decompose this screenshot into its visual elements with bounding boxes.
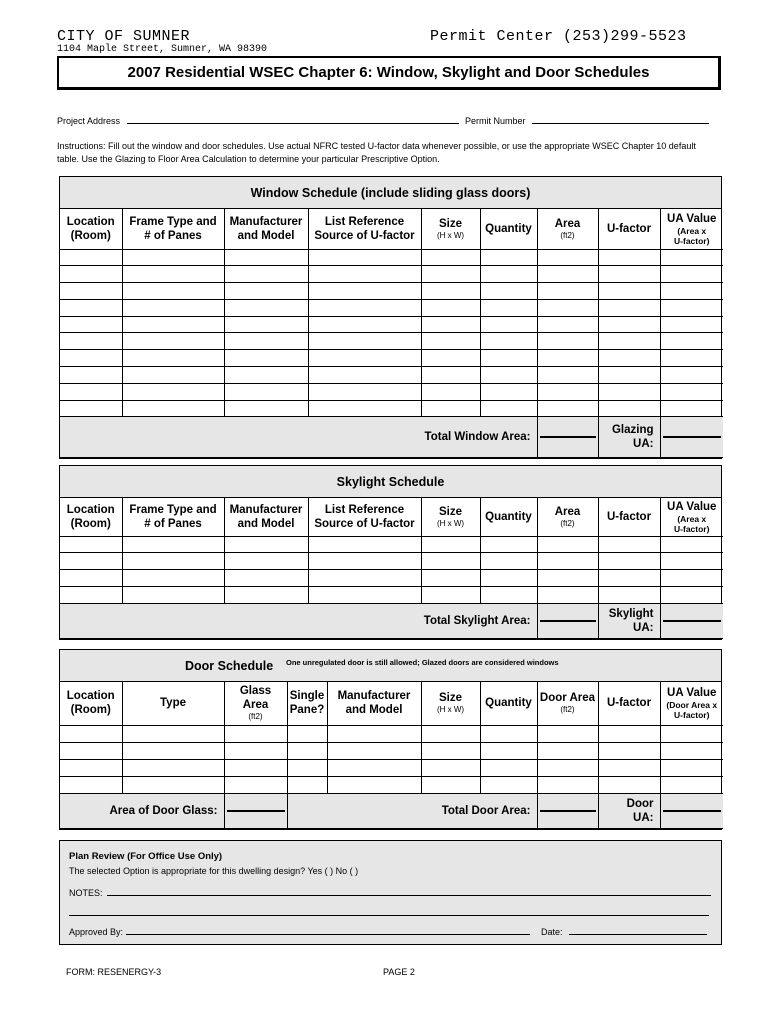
- date-field[interactable]: [541, 926, 707, 937]
- door-table: [60, 682, 723, 829]
- table-cell[interactable]: [122, 266, 224, 283]
- project-address-field[interactable]: [57, 115, 459, 126]
- table-cell[interactable]: [660, 536, 723, 553]
- table-cell[interactable]: [224, 383, 308, 400]
- table-cell[interactable]: [537, 299, 598, 316]
- table-cell[interactable]: [480, 283, 537, 300]
- table-cell[interactable]: [598, 350, 660, 367]
- total-window-area-input[interactable]: [537, 417, 598, 458]
- table-cell[interactable]: [122, 367, 224, 384]
- table-cell[interactable]: [598, 283, 660, 300]
- table-cell[interactable]: [122, 742, 224, 759]
- table-cell[interactable]: [224, 553, 308, 570]
- table-cell[interactable]: [421, 316, 480, 333]
- table-cell[interactable]: [660, 333, 723, 350]
- table-cell[interactable]: [660, 367, 723, 384]
- table-cell[interactable]: [327, 759, 421, 776]
- table-cell[interactable]: [421, 586, 480, 603]
- table-cell[interactable]: [421, 400, 480, 417]
- table-cell[interactable]: [122, 333, 224, 350]
- form-number: FORM: RESENERGY-3: [66, 967, 162, 977]
- col-ua-value: UA Value (Area x U-factor): [660, 498, 723, 536]
- col-area: Area (ft2): [537, 209, 598, 249]
- notes-label: NOTES:: [69, 888, 103, 898]
- table-cell[interactable]: [660, 586, 723, 603]
- table-cell[interactable]: [480, 367, 537, 384]
- skylight-schedule-title: Skylight Schedule: [60, 466, 721, 498]
- approved-by-label: Approved By:: [69, 927, 124, 937]
- glazing-ua-input[interactable]: [660, 417, 723, 458]
- table-cell[interactable]: [224, 283, 308, 300]
- col-ua-value: UA Value (Door Area x U-factor): [660, 682, 723, 725]
- total-skylight-area-input[interactable]: [537, 603, 598, 638]
- col-size: Size (H x W): [421, 682, 480, 725]
- table-cell[interactable]: [598, 333, 660, 350]
- table-cell[interactable]: [308, 536, 421, 553]
- table-cell[interactable]: [598, 725, 660, 742]
- col-manufacturer: Manufacturer and Model: [327, 682, 421, 725]
- table-cell[interactable]: [660, 553, 723, 570]
- col-u-factor: U-factor: [598, 682, 660, 725]
- table-cell[interactable]: [421, 283, 480, 300]
- col-quantity: Quantity: [480, 498, 537, 536]
- table-cell[interactable]: [421, 553, 480, 570]
- table-cell[interactable]: [60, 350, 122, 367]
- permit-center-phone: Permit Center (253)299-5523: [430, 28, 687, 45]
- table-cell[interactable]: [122, 536, 224, 553]
- table-cell[interactable]: [598, 383, 660, 400]
- table-cell[interactable]: [537, 400, 598, 417]
- table-cell[interactable]: [308, 553, 421, 570]
- skylight-schedule: [59, 465, 722, 640]
- option-appropriate-question[interactable]: The selected Option is appropriate for this dwelling design? Yes ( ) No ( ): [69, 866, 359, 876]
- table-cell[interactable]: [537, 266, 598, 283]
- table-cell[interactable]: [224, 367, 308, 384]
- table-cell[interactable]: [327, 776, 421, 793]
- table-cell[interactable]: [480, 776, 537, 793]
- approved-by-field[interactable]: [69, 926, 530, 937]
- table-cell[interactable]: [660, 283, 723, 300]
- table-row: [60, 742, 723, 759]
- instructions: Instructions: Fill out the window and door schedules. Use actual NFRC tested U-factor data whenever possible, or use the appropriate WSEC Chapter 10 default table. Use the Glazing to Floor Area Calculation to determine your particular Prescriptive Option.: [57, 141, 696, 164]
- table-cell[interactable]: [60, 776, 122, 793]
- table-cell[interactable]: [421, 570, 480, 587]
- table-row: [60, 776, 723, 793]
- table-cell[interactable]: [660, 570, 723, 587]
- table-cell[interactable]: [122, 586, 224, 603]
- table-cell[interactable]: [660, 249, 723, 266]
- table-cell[interactable]: [122, 553, 224, 570]
- notes-line-2[interactable]: [69, 907, 709, 916]
- table-cell[interactable]: [122, 299, 224, 316]
- table-cell[interactable]: [660, 742, 723, 759]
- table-cell[interactable]: [480, 725, 537, 742]
- table-row: [60, 383, 723, 400]
- table-cell[interactable]: [224, 350, 308, 367]
- col-u-factor: U-factor: [598, 498, 660, 536]
- table-cell[interactable]: [308, 367, 421, 384]
- col-type: Type: [122, 682, 224, 725]
- table-cell[interactable]: [537, 367, 598, 384]
- table-cell[interactable]: [480, 266, 537, 283]
- table-cell[interactable]: [598, 586, 660, 603]
- table-cell[interactable]: [598, 400, 660, 417]
- col-list-reference: List Reference Source of U-factor: [308, 498, 421, 536]
- table-cell[interactable]: [480, 249, 537, 266]
- table-cell[interactable]: [60, 266, 122, 283]
- table-cell[interactable]: [308, 283, 421, 300]
- col-frame-type: Frame Type and # of Panes: [122, 209, 224, 249]
- table-cell[interactable]: [287, 759, 327, 776]
- window-table: [60, 209, 723, 458]
- table-cell[interactable]: [537, 249, 598, 266]
- plan-review-box: [59, 840, 722, 945]
- window-schedule-title: Window Schedule (include sliding glass doors): [60, 177, 721, 209]
- page-number: PAGE 2: [383, 967, 415, 977]
- table-cell[interactable]: [660, 266, 723, 283]
- project-address-line[interactable]: [127, 115, 459, 124]
- table-cell[interactable]: [480, 570, 537, 587]
- date-label: Date:: [541, 927, 563, 937]
- page-title: 2007 Residential WSEC Chapter 6: Window, Skylight and Door Schedules: [57, 56, 721, 90]
- table-cell[interactable]: [224, 536, 308, 553]
- table-cell[interactable]: [598, 367, 660, 384]
- table-cell[interactable]: [660, 299, 723, 316]
- table-row: [60, 570, 723, 587]
- table-cell[interactable]: [327, 742, 421, 759]
- col-glass-area: Glass Area (ft2): [224, 682, 287, 725]
- table-cell[interactable]: [60, 759, 122, 776]
- table-cell[interactable]: [537, 725, 598, 742]
- date-line[interactable]: [569, 926, 707, 935]
- permit-number-label: Permit Number: [465, 116, 526, 126]
- table-cell[interactable]: [421, 776, 480, 793]
- table-cell[interactable]: [480, 553, 537, 570]
- table-cell[interactable]: [122, 383, 224, 400]
- table-row: [60, 249, 723, 266]
- table-row: [60, 333, 723, 350]
- permit-number-line[interactable]: [532, 115, 709, 124]
- table-row: [60, 536, 723, 553]
- table-cell[interactable]: [480, 400, 537, 417]
- col-manufacturer: Manufacturer and Model: [224, 209, 308, 249]
- door-schedule-note: One unregulated door is still allowed; Glazed doors are considered windows: [286, 658, 559, 667]
- table-cell[interactable]: [480, 383, 537, 400]
- table-cell[interactable]: [421, 299, 480, 316]
- total-skylight-area-label: Total Skylight Area:: [60, 603, 537, 638]
- table-cell[interactable]: [421, 350, 480, 367]
- window-schedule: [59, 176, 722, 459]
- table-cell[interactable]: [598, 299, 660, 316]
- table-cell[interactable]: [308, 299, 421, 316]
- table-cell[interactable]: [537, 333, 598, 350]
- col-quantity: Quantity: [480, 209, 537, 249]
- table-cell[interactable]: [480, 350, 537, 367]
- table-cell[interactable]: [224, 400, 308, 417]
- table-cell[interactable]: [224, 249, 308, 266]
- table-cell[interactable]: [122, 776, 224, 793]
- col-door-area: Door Area (ft2): [537, 682, 598, 725]
- total-door-area-label: Total Door Area:: [287, 793, 537, 828]
- table-row: [60, 553, 723, 570]
- skylight-table: [60, 498, 723, 639]
- door-glass-area-input[interactable]: [224, 793, 287, 828]
- table-cell[interactable]: [660, 400, 723, 417]
- table-cell[interactable]: [598, 742, 660, 759]
- skylight-ua-label: Skylight UA:: [598, 603, 660, 638]
- table-cell[interactable]: [537, 283, 598, 300]
- table-cell[interactable]: [598, 316, 660, 333]
- col-size: Size (H x W): [421, 498, 480, 536]
- table-cell[interactable]: [122, 350, 224, 367]
- table-cell[interactable]: [224, 725, 287, 742]
- table-cell[interactable]: [224, 299, 308, 316]
- table-cell[interactable]: [537, 570, 598, 587]
- door-schedule-title: Door Schedule: [185, 659, 274, 673]
- table-cell[interactable]: [224, 759, 287, 776]
- approved-by-line[interactable]: [126, 926, 530, 935]
- total-door-area-input[interactable]: [537, 793, 598, 828]
- table-row: [60, 299, 723, 316]
- notes-field[interactable]: [69, 887, 711, 898]
- table-cell[interactable]: [122, 570, 224, 587]
- table-cell[interactable]: [598, 536, 660, 553]
- table-cell[interactable]: [598, 776, 660, 793]
- table-cell[interactable]: [122, 759, 224, 776]
- door-glass-area-label: Area of Door Glass:: [60, 793, 224, 828]
- door-schedule-header: [60, 650, 721, 682]
- col-ua-value: UA Value (Area x U-factor): [660, 209, 723, 249]
- col-u-factor: U-factor: [598, 209, 660, 249]
- table-row: [60, 586, 723, 603]
- table-cell[interactable]: [308, 383, 421, 400]
- table-cell[interactable]: [421, 742, 480, 759]
- table-cell[interactable]: [308, 333, 421, 350]
- table-cell[interactable]: [60, 383, 122, 400]
- table-cell[interactable]: [287, 742, 327, 759]
- table-cell[interactable]: [308, 350, 421, 367]
- table-row: [60, 367, 723, 384]
- table-cell[interactable]: [308, 570, 421, 587]
- table-cell[interactable]: [60, 283, 122, 300]
- table-cell[interactable]: [224, 776, 287, 793]
- col-list-reference: List Reference Source of U-factor: [308, 209, 421, 249]
- table-cell[interactable]: [480, 333, 537, 350]
- table-cell[interactable]: [660, 725, 723, 742]
- table-cell[interactable]: [598, 266, 660, 283]
- table-cell[interactable]: [60, 400, 122, 417]
- table-row: [60, 725, 723, 742]
- permit-number-field[interactable]: [465, 115, 709, 126]
- table-cell[interactable]: [537, 536, 598, 553]
- table-cell[interactable]: [660, 350, 723, 367]
- table-cell[interactable]: [122, 400, 224, 417]
- col-location: Location (Room): [60, 682, 122, 725]
- table-cell[interactable]: [308, 266, 421, 283]
- table-cell[interactable]: [660, 316, 723, 333]
- table-cell[interactable]: [60, 586, 122, 603]
- table-row: [60, 316, 723, 333]
- table-cell[interactable]: [224, 570, 308, 587]
- col-size: Size (H x W): [421, 209, 480, 249]
- table-cell[interactable]: [480, 586, 537, 603]
- table-cell[interactable]: [660, 383, 723, 400]
- table-cell[interactable]: [224, 266, 308, 283]
- table-cell[interactable]: [598, 570, 660, 587]
- table-cell[interactable]: [308, 249, 421, 266]
- table-cell[interactable]: [421, 367, 480, 384]
- table-row: [60, 283, 723, 300]
- glazing-ua-label: Glazing UA:: [598, 417, 660, 458]
- table-cell[interactable]: [224, 586, 308, 603]
- table-cell[interactable]: [660, 759, 723, 776]
- table-cell[interactable]: [537, 586, 598, 603]
- table-cell[interactable]: [480, 316, 537, 333]
- table-cell[interactable]: [60, 333, 122, 350]
- table-cell[interactable]: [537, 383, 598, 400]
- table-cell[interactable]: [421, 249, 480, 266]
- table-cell[interactable]: [480, 759, 537, 776]
- skylight-ua-input[interactable]: [660, 603, 723, 638]
- table-row: [60, 350, 723, 367]
- table-cell[interactable]: [660, 776, 723, 793]
- table-cell[interactable]: [421, 383, 480, 400]
- table-row: [60, 759, 723, 776]
- city-name: CITY OF SUMNER: [57, 28, 191, 45]
- table-cell[interactable]: [421, 759, 480, 776]
- table-cell[interactable]: [537, 316, 598, 333]
- col-location: Location (Room): [60, 209, 122, 249]
- col-area: Area (ft2): [537, 498, 598, 536]
- table-cell[interactable]: [421, 266, 480, 283]
- table-cell[interactable]: [537, 553, 598, 570]
- door-schedule: [59, 649, 722, 830]
- col-frame-type: Frame Type and # of Panes: [122, 498, 224, 536]
- table-cell[interactable]: [122, 249, 224, 266]
- plan-review-title: Plan Review (For Office Use Only): [69, 851, 223, 862]
- table-cell[interactable]: [122, 283, 224, 300]
- table-cell[interactable]: [537, 759, 598, 776]
- table-cell[interactable]: [60, 553, 122, 570]
- table-cell[interactable]: [421, 536, 480, 553]
- col-quantity: Quantity: [480, 682, 537, 725]
- table-cell[interactable]: [598, 759, 660, 776]
- table-cell[interactable]: [480, 536, 537, 553]
- col-manufacturer: Manufacturer and Model: [224, 498, 308, 536]
- table-cell[interactable]: [60, 725, 122, 742]
- table-cell[interactable]: [287, 725, 327, 742]
- table-cell[interactable]: [537, 776, 598, 793]
- col-single-pane: Single Pane?: [287, 682, 327, 725]
- table-cell[interactable]: [60, 249, 122, 266]
- table-row: [60, 400, 723, 417]
- table-cell[interactable]: [308, 316, 421, 333]
- door-ua-label: Door UA:: [598, 793, 660, 828]
- table-cell[interactable]: [122, 725, 224, 742]
- table-cell[interactable]: [537, 742, 598, 759]
- table-cell[interactable]: [60, 536, 122, 553]
- table-cell[interactable]: [287, 776, 327, 793]
- project-address-label: Project Address: [57, 116, 121, 126]
- table-cell[interactable]: [480, 742, 537, 759]
- city-address: 1104 Maple Street, Sumner, WA 98390: [57, 44, 268, 55]
- table-cell[interactable]: [60, 367, 122, 384]
- table-cell[interactable]: [122, 316, 224, 333]
- table-cell[interactable]: [60, 299, 122, 316]
- table-row: [60, 266, 723, 283]
- table-cell[interactable]: [60, 742, 122, 759]
- table-cell[interactable]: [598, 249, 660, 266]
- table-cell[interactable]: [60, 570, 122, 587]
- table-cell[interactable]: [60, 316, 122, 333]
- col-location: Location (Room): [60, 498, 122, 536]
- table-cell[interactable]: [421, 333, 480, 350]
- table-cell[interactable]: [224, 316, 308, 333]
- table-cell[interactable]: [480, 299, 537, 316]
- table-cell[interactable]: [308, 586, 421, 603]
- table-cell[interactable]: [327, 725, 421, 742]
- door-ua-input[interactable]: [660, 793, 723, 828]
- table-cell[interactable]: [224, 742, 287, 759]
- table-cell[interactable]: [421, 725, 480, 742]
- notes-line[interactable]: [107, 887, 711, 896]
- table-cell[interactable]: [598, 553, 660, 570]
- table-cell[interactable]: [537, 350, 598, 367]
- total-window-area-label: Total Window Area:: [60, 417, 537, 458]
- table-cell[interactable]: [224, 333, 308, 350]
- table-cell[interactable]: [308, 400, 421, 417]
